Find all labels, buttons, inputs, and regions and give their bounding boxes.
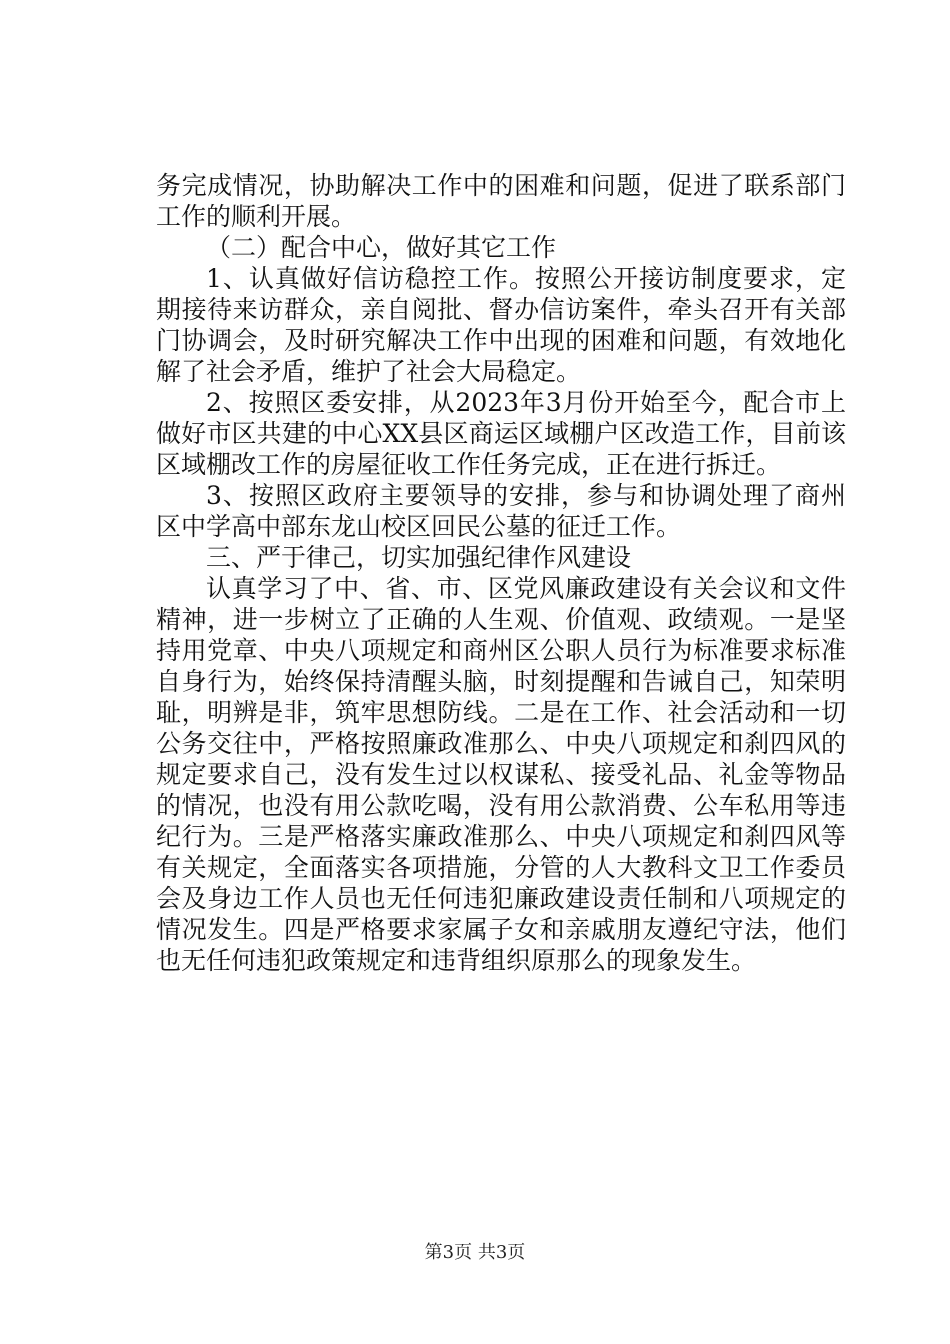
- section-heading-cooperate: （二）配合中心，做好其它工作: [206, 233, 557, 262]
- paragraph-continuation: 务完成情况，协助解决工作中的困难和问题，促进了联系部门工作的顺利开展。: [156, 171, 846, 231]
- document-body: [156, 170, 846, 976]
- paragraph-item-2: 2、按照区委安排，从2023年3月份开始至今，配合市上做好市区共建的中心XX县区商运区域棚户区改造工作，目前该区域棚改工作的房屋征收工作任务完成，正在进行拆迁。: [156, 388, 846, 479]
- paragraph-item-1: 1、认真做好信访稳控工作。按照公开接访制度要求，定期接待来访群众，亲自阅批、督办信访案件，牵头召开有关部门协调会，及时研究解决工作中出现的困难和问题，有效地化解了社会矛盾，维护了社会大局稳定。: [156, 264, 846, 386]
- page-footer: 第3页 共3页: [424, 1242, 526, 1263]
- paragraph-item-3: 3、按照区政府主要领导的安排，参与和协调处理了商州区中学高中部东龙山校区回民公墓的征迁工作。: [156, 481, 846, 541]
- section-heading-discipline: 三、严于律己，切实加强纪律作风建设: [206, 543, 632, 572]
- paragraph-discipline-body: 认真学习了中、省、市、区党风廉政建设有关会议和文件精神，进一步树立了正确的人生观、价值观、政绩观。一是坚持用党章、中央八项规定和商州区公职人员行为标准要求标准自身行为，始终保持清醒头脑，时刻提醒和告诫自己，知荣明耻，明辨是非，筑牢思想防线。二是在工作、社会活动和一切公务交往中，严格按照廉政准那么、中央八项规定和刹四风的规定要求自己，没有发生过以权谋私、接受礼品、礼金等物品的情况，也没有用公款吃喝，没有用公款消费、公车私用等违纪行为。三是严格落实廉政准那么、中央八项规定和刹四风等有关规定，全面落实各项措施，分管的人大教科文卫工作委员会及身边工作人员也无任何违犯廉政建设责任制和八项规定的情况发生。四是严格要求家属子女和亲戚朋友遵纪守法，他们也无任何违犯政策规定和违背组织原那么的现象发生。: [156, 574, 846, 975]
